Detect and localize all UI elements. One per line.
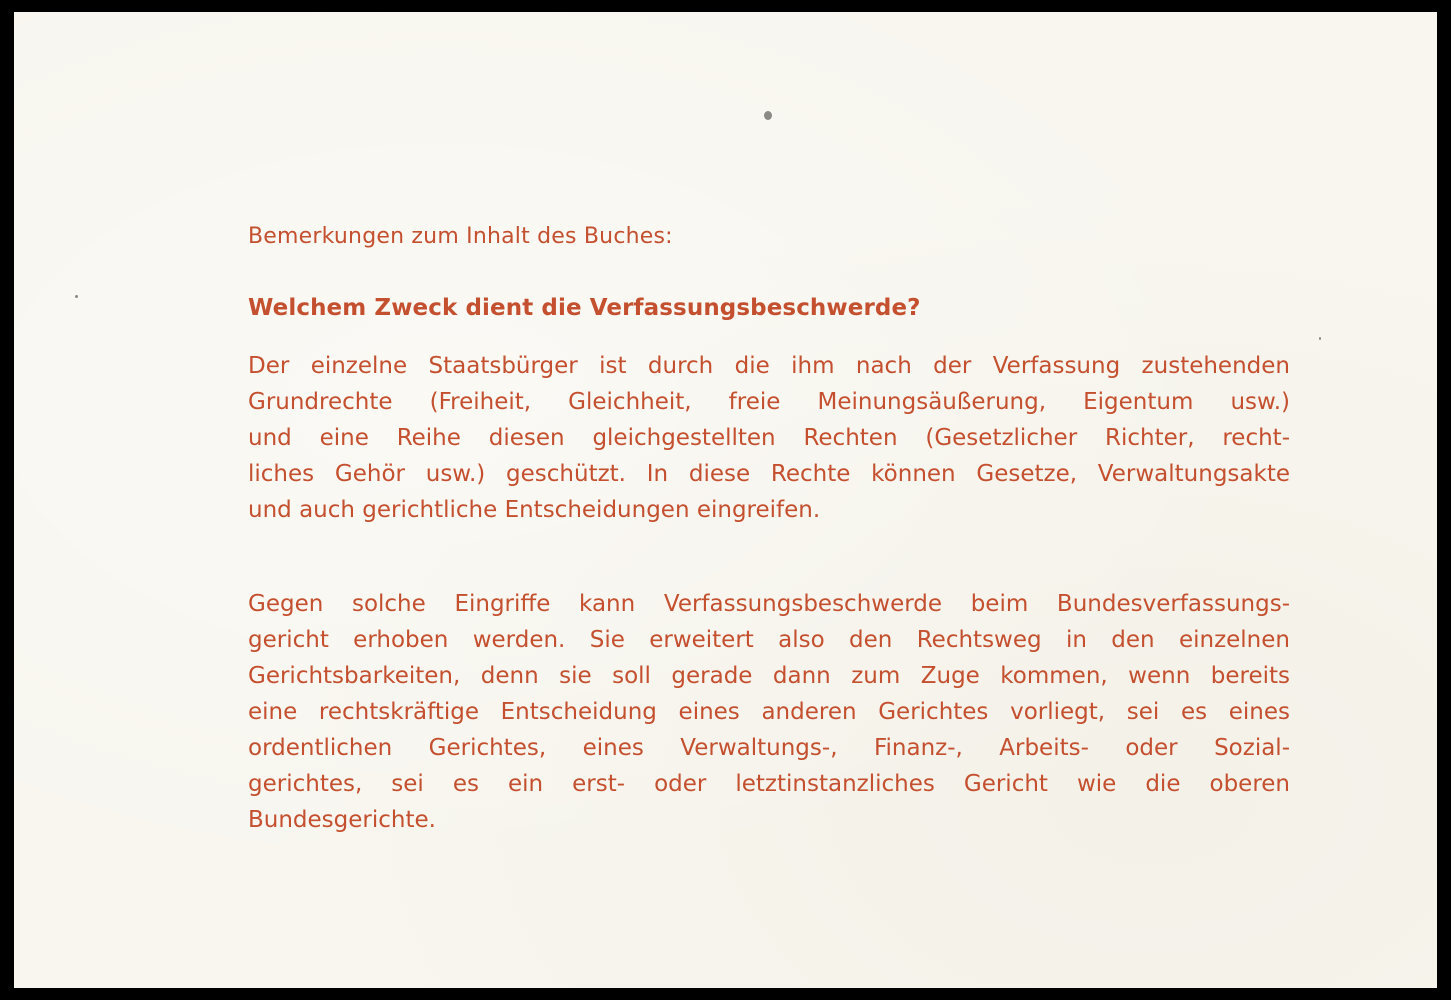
paragraph-line: liches Gehör usw.) geschützt. In diese Rechte können Gesetze, Verwaltungsakte: [248, 461, 1290, 487]
paragraph-line: gericht erhoben werden. Sie erweitert also den Rechtsweg in den einzelnen: [248, 627, 1290, 653]
paper-speck: [1319, 337, 1321, 340]
paragraph-line: Grundrechte (Freiheit, Gleichheit, freie Meinungsäußerung, Eigentum usw.): [248, 389, 1290, 415]
paragraph-line: Gegen solche Eingriffe kann Verfassungsbeschwerde beim Bundesverfassungs-: [248, 591, 1290, 617]
paragraph-line: Der einzelne Staatsbürger ist durch die ihm nach der Verfassung zustehenden: [248, 353, 1290, 379]
paper-speck: [75, 295, 78, 298]
paragraph-line: Gerichtsbarkeiten, denn sie soll gerade dann zum Zuge kommen, wenn bereits: [248, 663, 1290, 689]
card-heading: Bemerkungen zum Inhalt des Buches:: [248, 224, 673, 249]
paragraph-line: und eine Reihe diesen gleichgestellten Rechten (Gesetzlicher Richter, recht-: [248, 425, 1290, 451]
paragraph-line: und auch gerichtliche Entscheidungen eingreifen.: [248, 497, 821, 523]
paragraph-line: gerichtes, sei es ein erst- oder letztinstanzliches Gericht wie die oberen: [248, 771, 1290, 797]
paragraph-line: Bundesgerichte.: [248, 807, 436, 833]
paper-speck: [764, 111, 772, 120]
printed-card: [14, 12, 1437, 988]
card-question-title: Welchem Zweck dient die Verfassungsbeschwerde?: [248, 295, 921, 321]
paragraph-line: eine rechtskräftige Entscheidung eines anderen Gerichtes vorliegt, sei es eines: [248, 699, 1290, 725]
paragraph-line: ordentlichen Gerichtes, eines Verwaltungs-, Finanz-, Arbeits- oder Sozial-: [248, 735, 1290, 761]
